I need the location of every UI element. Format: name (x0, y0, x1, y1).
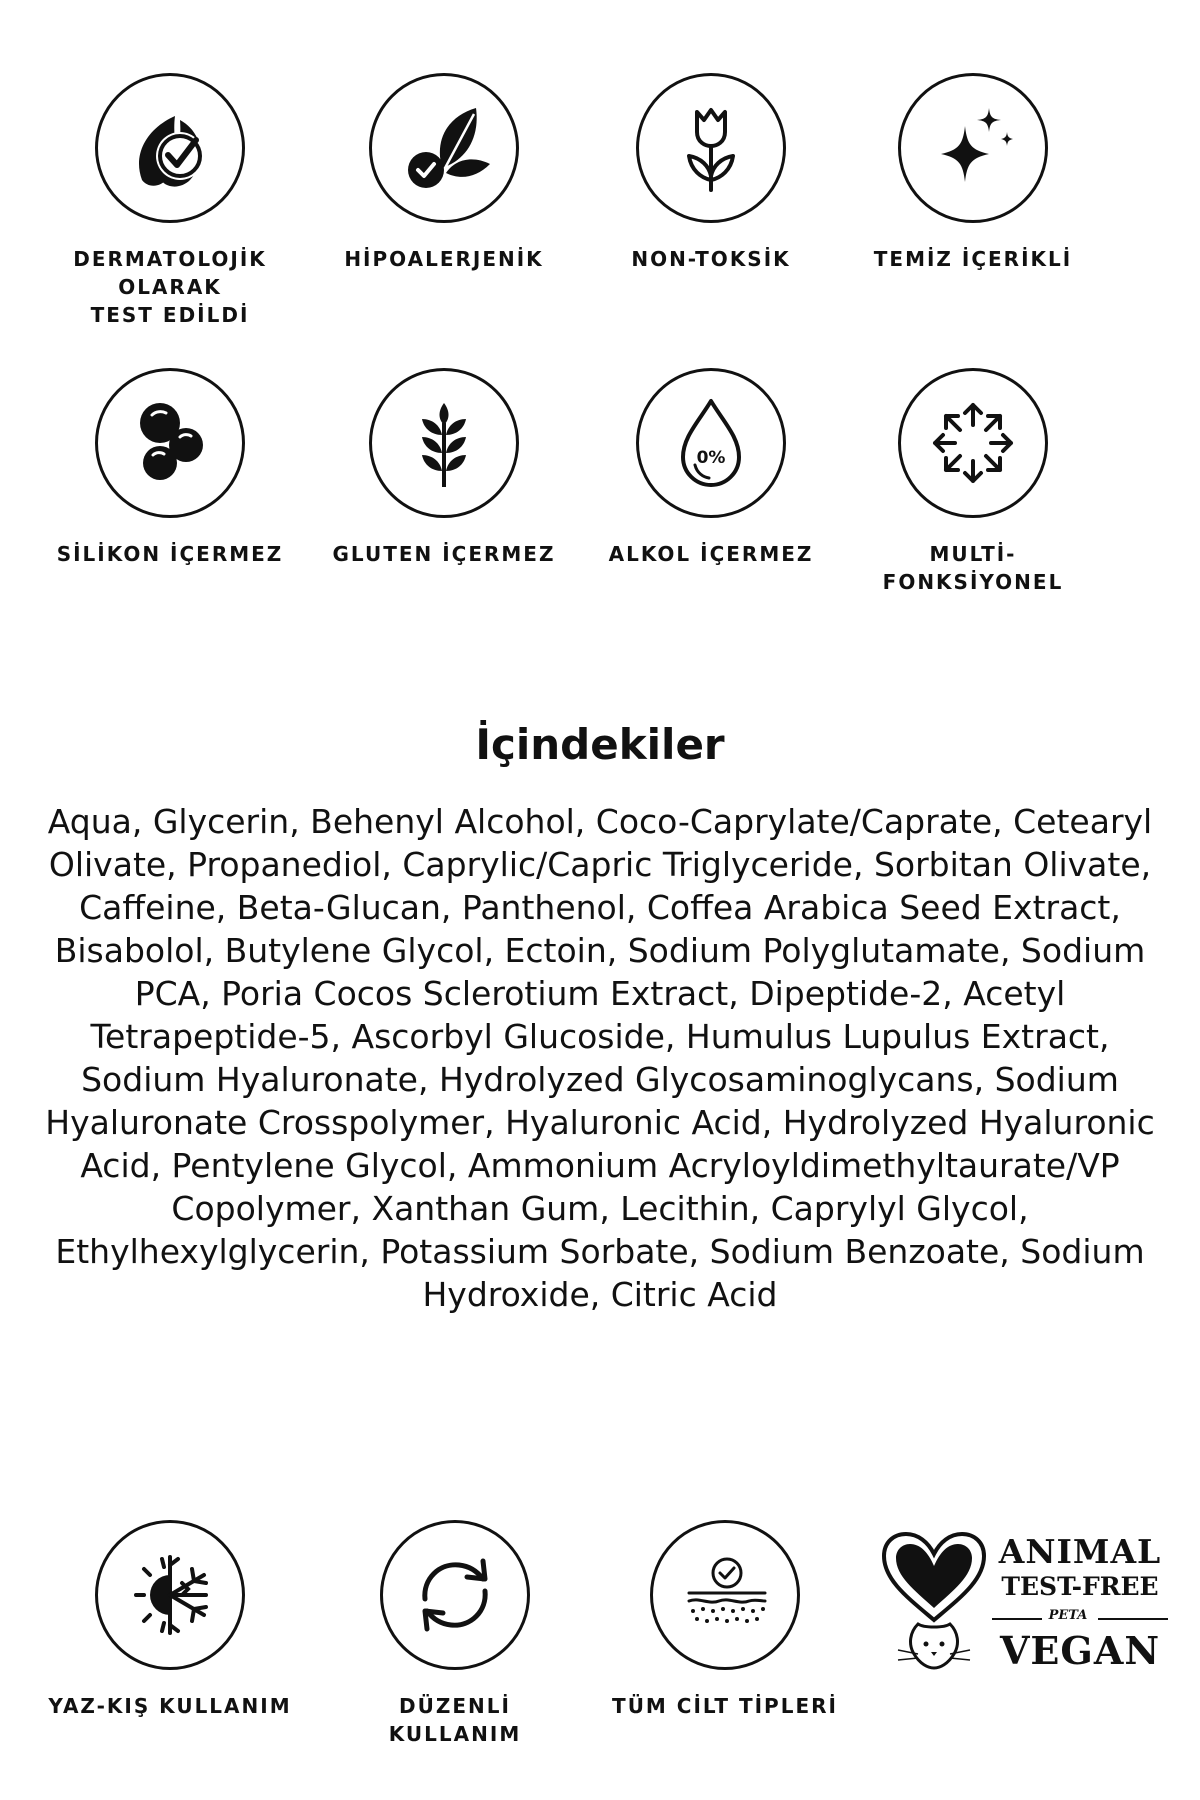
badge-label: MULTİ-FONKSİYONEL (882, 542, 1064, 594)
tulip-icon (636, 73, 786, 223)
badge-label: ALKOL İÇERMEZ (608, 542, 814, 566)
peta-test-free-text: TEST-FREE (1001, 1572, 1159, 1601)
multi-arrows-icon (898, 368, 1048, 518)
badge-label: DERMATOLOJİK OLARAK TEST EDİLDİ (73, 247, 267, 327)
peta-vegan-text: VEGAN (999, 1628, 1161, 1673)
badge-alcohol-free (596, 368, 826, 568)
badge-hypoallergenic (329, 73, 559, 273)
peta-divider-left (992, 1618, 1042, 1620)
badge-clean-ingredients (858, 73, 1088, 273)
peta-divider-right (1098, 1618, 1168, 1620)
badge-silicone-free (55, 368, 285, 568)
bunny-heart-logo (878, 1528, 990, 1678)
badge-label: SİLİKON İÇERMEZ (56, 542, 284, 566)
peta-brand-text: PETA (1048, 1608, 1088, 1623)
badge-multi-functional (848, 368, 1098, 596)
badge-gluten-free (329, 368, 559, 568)
badge-label: YAZ-KIŞ KULLANIM (48, 1694, 292, 1718)
sun-snowflake-icon (95, 1520, 245, 1670)
silicone-free-icon (95, 368, 245, 518)
badge-label: NON-TOKSİK (631, 247, 791, 271)
skin-layers-check-icon (650, 1520, 800, 1670)
badge-label: TÜM CİLT TİPLERİ (612, 1694, 838, 1718)
drop-label: 0% (696, 448, 726, 468)
badge-all-skin-types (600, 1520, 850, 1720)
badge-dermatologically-tested (30, 73, 310, 329)
leaf-berry-icon (369, 73, 519, 223)
badge-label: HİPOALERJENİK (344, 247, 544, 271)
peta-vegan-badge (878, 1528, 1170, 1678)
badge-summer-winter-use (45, 1520, 295, 1720)
sparkle-icon (898, 73, 1048, 223)
badge-non-toxic (596, 73, 826, 273)
ingredients-title: İçindekiler (475, 720, 725, 769)
refresh-cycle-icon (380, 1520, 530, 1670)
badge-label: GLUTEN İÇERMEZ (332, 542, 556, 566)
alcohol-free-drop-icon (636, 368, 786, 518)
badge-label: DÜZENLİ KULLANIM (388, 1694, 522, 1746)
leaf-check-icon (95, 73, 245, 223)
ingredients-text: Aqua, Glycerin, Behenyl Alcohol, Coco-Caprylate/Caprate, Cetearyl Olivate, Propanediol, Caprylic/Capric Triglyceride, Sorbitan Olivate, Caffeine, Beta-Glucan, Panthenol, Coffea Arabica Seed Extract, Bisabolol, Butylene Glycol, Ectoin, Sodium Polyglutamate, Sodium PCA, Poria Cocos Sclerotium Extract, Dipeptide-2, Acetyl Tetrapeptide-5, Ascorbyl Glucoside, Humulus Lupulus Extract, Sodium Hyaluronate, Hydrolyzed Glycosaminoglycans, Sodium Hyaluronate Crosspolymer, Hyaluronic Acid, Hydrolyzed Hyaluronic Acid, Pentylene Glycol, Ammonium Acryloyldimethyltaurate/VP Copolymer, Xanthan Gum, Lecithin, Caprylyl Glycol, Ethylhexylglycerin, Potassium Sorbate, Sodium Benzoate, Sodium Hydroxide, Citric Acid (45, 802, 1155, 1314)
badge-regular-use (330, 1520, 580, 1748)
peta-animal-text: ANIMAL (998, 1532, 1162, 1571)
badge-label: TEMİZ İÇERİKLİ (873, 247, 1073, 271)
gluten-free-icon (369, 368, 519, 518)
